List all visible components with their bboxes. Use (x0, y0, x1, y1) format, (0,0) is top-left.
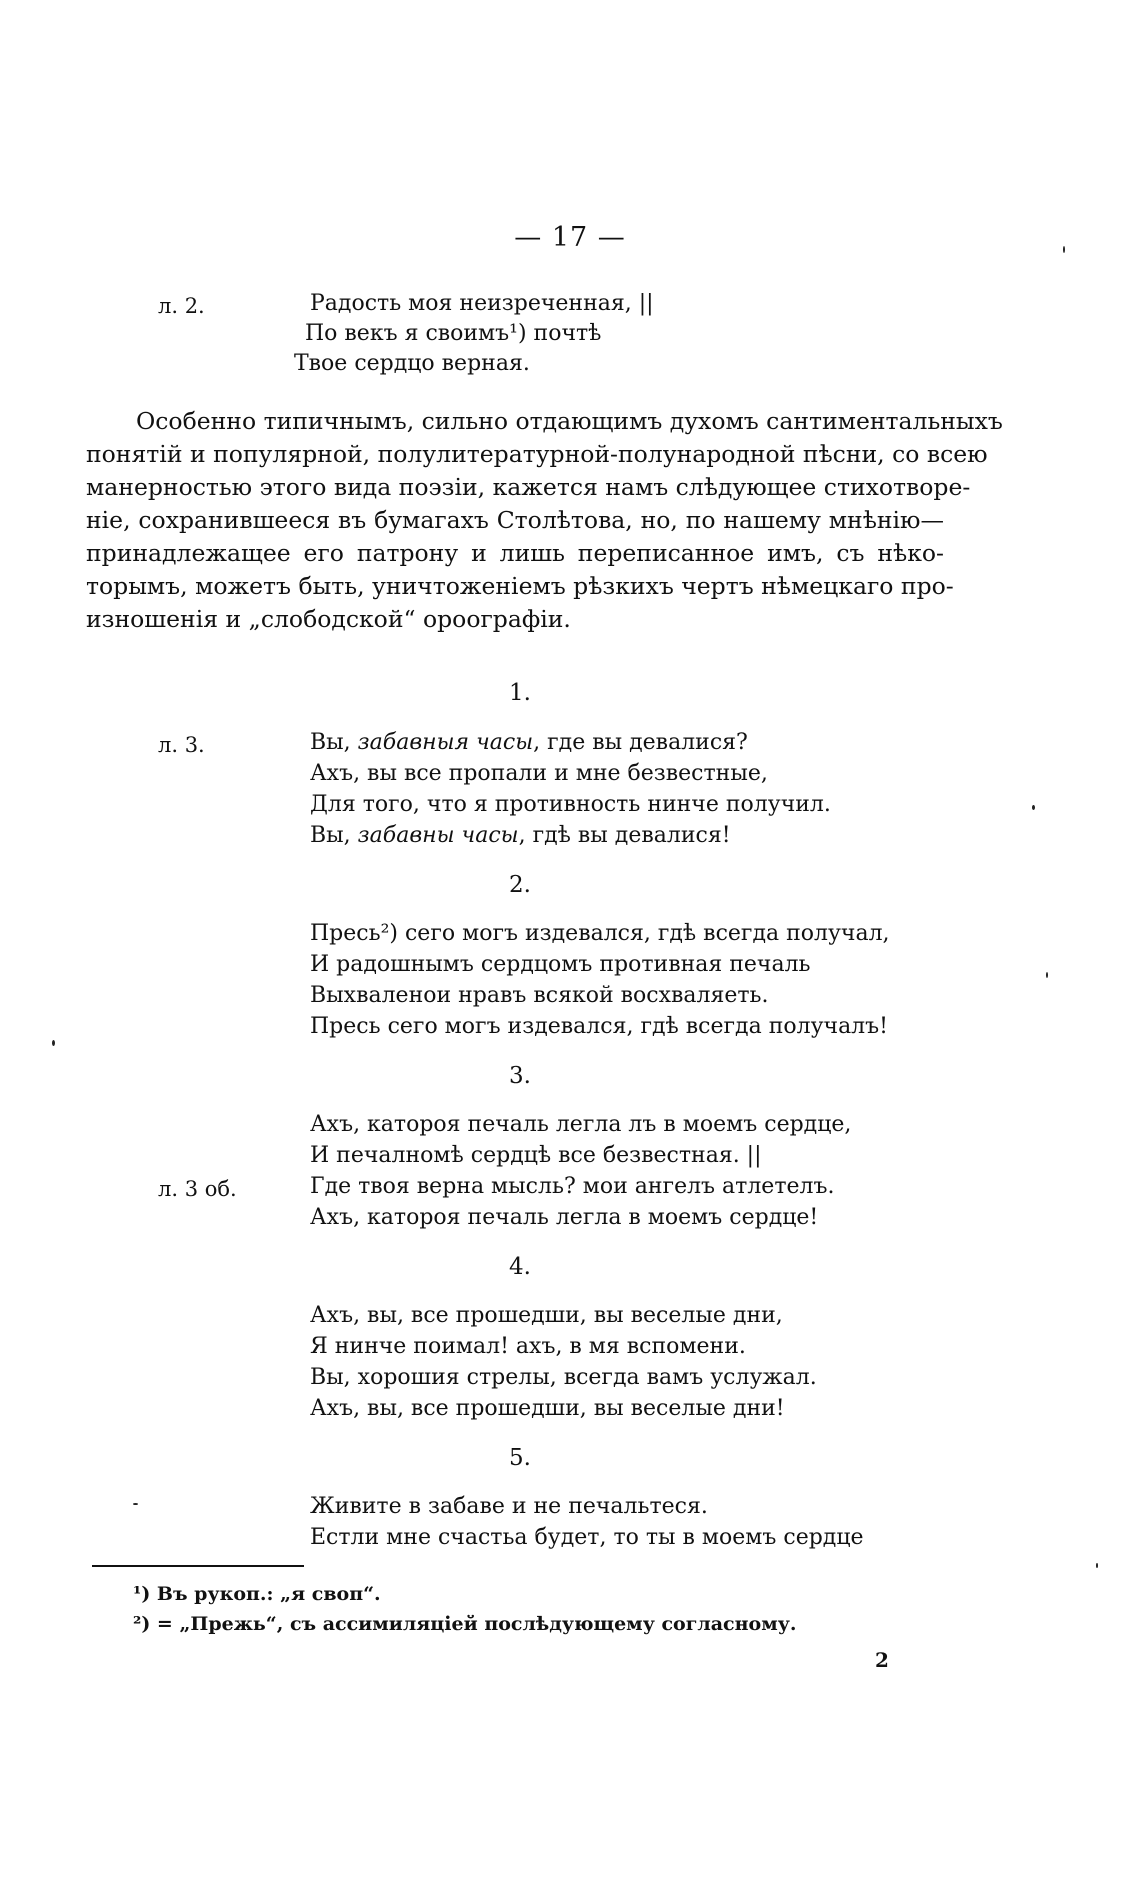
verse-line: Вы, забавныя часы, где вы девалися? (310, 730, 748, 755)
paragraph-line: торымъ, можетъ быть, уничтоженіемъ рѣзкихъ чертъ нѣмецкаго про- (86, 572, 954, 600)
verse-line: Где твоя верна мысль? мои ангелъ атлетелъ. (310, 1174, 835, 1199)
paragraph-line: изношенія и „слободской“ ороографіи. (86, 605, 571, 633)
verse-line: Для того, что я противность нинче получил. (310, 792, 831, 817)
stanza-number: 1. (509, 680, 531, 706)
verse-line: По векъ я своимъ¹) почтѣ (305, 321, 602, 346)
verse-line: Пресь сего могъ издевался, гдѣ всегда получалъ! (310, 1014, 888, 1039)
verse-line: Пресь²) сего могъ издевался, гдѣ всегда получал, (310, 921, 890, 946)
scan-speck (1096, 1563, 1098, 1568)
page-number: — 17 — (514, 222, 626, 253)
footnote: ¹) Въ рукоп.: „я своп“. (133, 1583, 381, 1605)
folio-marker: л. 3 об. (158, 1177, 237, 1201)
paragraph-line: принадлежащее его патрону и лишь переписанное имъ, съ нѣко- (86, 539, 944, 567)
scan-speck (1063, 246, 1065, 253)
verse-line: Радость моя неизреченная, || (310, 291, 654, 316)
stanza-number: 5. (509, 1445, 531, 1471)
verse-line: Выхваленои нравъ всякой восхваляеть. (310, 983, 769, 1008)
verse-line: Вы, забавны часы, гдѣ вы девалися! (310, 823, 731, 848)
verse-line: Естли мне счастьа будет, то ты в моемъ сердце (310, 1525, 864, 1550)
verse-line: Вы, хорошия стрелы, всегда вамъ услужал. (310, 1365, 817, 1390)
paragraph-line: понятій и популярной, полулитературной-полународной пѣсни, со всею (86, 440, 988, 468)
stanza-number: 2. (509, 872, 531, 898)
scan-speck (133, 1503, 138, 1505)
folio-marker: л. 3. (158, 733, 205, 757)
verse-line: Ахъ, катороя печаль легла в моемъ сердце! (310, 1205, 819, 1230)
body-paragraph (86, 405, 1003, 636)
paragraph-line: Особенно типичнымъ, сильно отдающимъ духомъ сантиментальныхъ (136, 407, 1003, 435)
paragraph-line: манерностью этого вида поэзіи, кажется намъ слѣдующее стихотворе- (86, 473, 971, 501)
verse-line: Живите в забаве и не печальтеся. (310, 1494, 708, 1519)
verse-line: Ахъ, вы, все прошедши, вы веселые дни, (310, 1303, 783, 1328)
verse-line: И радошнымъ сердцомъ противная печаль (310, 952, 811, 977)
folio-marker: л. 2. (158, 294, 205, 318)
verse-line: Ахъ, катороя печаль легла лъ в моемъ сердце, (310, 1112, 852, 1137)
scan-speck (52, 1040, 55, 1046)
verse-line: И печалномѣ сердцѣ все безвестная. || (310, 1143, 762, 1168)
verse-line: Ахъ, вы, все прошедши, вы веселые дни! (310, 1396, 785, 1421)
stanza-number: 4. (509, 1254, 531, 1280)
footnote-rule (92, 1565, 304, 1567)
verse-line: Твое сердцо верная. (294, 351, 530, 376)
scan-speck (1046, 972, 1048, 978)
verse-line: Я нинче поимал! ахъ, в мя вспомени. (310, 1334, 746, 1359)
signature-mark: 2 (875, 1648, 889, 1672)
paragraph-line: ніе, сохранившееся въ бумагахъ Столѣтова, но, по нашему мнѣнію— (86, 506, 944, 534)
verse-line: Ахъ, вы все пропали и мне безвестные, (310, 761, 768, 786)
scan-speck (1032, 805, 1035, 810)
footnote: ²) = „Прежь“, съ ассимиляціей послѣдующему согласному. (133, 1613, 797, 1635)
stanza-number: 3. (509, 1063, 531, 1089)
